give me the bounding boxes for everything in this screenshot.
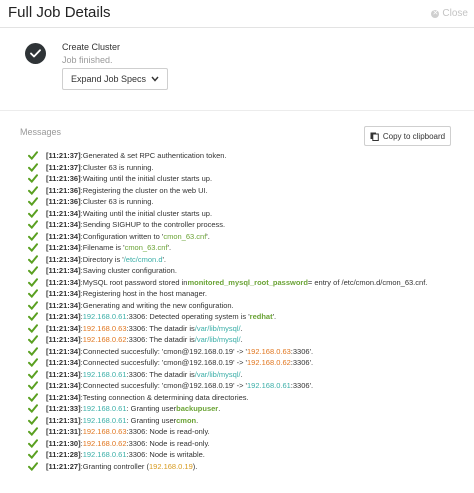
log-timestamp: [11:21:34] [46, 358, 81, 368]
check-icon [28, 358, 38, 367]
check-icon [28, 427, 38, 436]
log-timestamp: [11:21:28] [46, 450, 81, 460]
check-icon [28, 174, 38, 183]
log-text: :Filename is ' [80, 243, 125, 253]
log-highlight: backupuser [176, 404, 219, 414]
log-line [28, 162, 468, 174]
log-timestamp: [11:21:34] [46, 300, 81, 310]
log-line [28, 380, 468, 392]
log-highlight: 192.168.0.62 [82, 335, 127, 345]
log-text: :3306: Node is read-only. [126, 427, 210, 437]
copy-label: Copy to clipboard [382, 131, 446, 141]
log-timestamp: [11:21:34] [46, 266, 81, 276]
log-text: :3306'. [290, 358, 314, 368]
log-timestamp: [11:21:36] [46, 197, 81, 207]
log-text: :Generating and writing the new configuration. [80, 300, 234, 310]
check-icon [28, 462, 38, 471]
log-timestamp: [11:21:34] [46, 335, 81, 345]
log-timestamp: [11:21:34] [46, 346, 81, 356]
expand-job-specs-button[interactable] [62, 68, 168, 90]
log-text: . [240, 369, 243, 379]
log-line [28, 219, 468, 231]
divider [0, 110, 474, 111]
log-text: '. [162, 254, 167, 264]
log-text: :Cluster 63 is running. [80, 197, 154, 207]
log-highlight: 192.168.0.61 [82, 415, 127, 425]
log-text: :3306: The datadir is [126, 335, 195, 345]
log-line [28, 265, 468, 277]
log-highlight: 192.168.0.62 [82, 438, 127, 448]
log-highlight: 192.168.0.63 [82, 323, 127, 333]
log-highlight: 192.168.0.61 [82, 404, 127, 414]
log-line [28, 277, 468, 289]
log-timestamp: [11:21:34] [46, 277, 81, 287]
check-icon [28, 370, 38, 379]
log-line [28, 300, 468, 312]
check-icon [28, 255, 38, 264]
log-text: :Waiting until the initial cluster starts up. [80, 174, 213, 184]
log-text: :Sending SIGHUP to the controller process. [80, 220, 226, 230]
check-icon [28, 335, 38, 344]
log-text: :3306'. [290, 346, 314, 356]
log-text: '. [206, 231, 210, 241]
log-timestamp: [11:21:34] [46, 381, 81, 391]
log-timestamp: [11:21:34] [46, 392, 81, 402]
expand-job-specs-label: Expand Job Specs [70, 74, 147, 84]
log-line [28, 334, 468, 346]
log-text: :Generated & set RPC authentication token. [80, 151, 227, 161]
copy-to-clipboard-button[interactable] [364, 126, 451, 146]
log-highlight: cmon_63.cnf [163, 231, 207, 241]
log-line [28, 288, 468, 300]
check-icon [28, 186, 38, 195]
log-timestamp: [11:21:36] [46, 185, 81, 195]
log-text: : [80, 404, 83, 414]
check-icon [28, 416, 38, 425]
log-highlight: 192.168.0.63 [247, 346, 291, 356]
log-text: . [240, 335, 243, 345]
check-icon [28, 151, 38, 160]
log-line [28, 311, 468, 323]
log-text: :3306: Node is writable. [126, 450, 205, 460]
log-text: :3306: Node is read-only. [126, 438, 210, 448]
log-timestamp: [11:21:34] [46, 220, 81, 230]
log-highlight: 192.168.0.62 [247, 358, 291, 368]
log-text: :3306: The datadir is [126, 369, 195, 379]
log-text: :Waiting until the initial cluster starts up. [80, 208, 213, 218]
log-timestamp: [11:21:30] [46, 438, 81, 448]
check-icon [28, 404, 38, 413]
check-icon [28, 381, 38, 390]
log-timestamp: [11:21:34] [46, 231, 81, 241]
log-text: : [80, 450, 83, 460]
log-line [28, 392, 468, 404]
check-icon [28, 220, 38, 229]
log-timestamp: [11:21:34] [46, 254, 81, 264]
check-icon [28, 312, 38, 321]
log-text: :Configuration written to ' [80, 231, 164, 241]
log-highlight: 192.168.0.63 [82, 427, 127, 437]
log-text: :Cluster 63 is running. [80, 162, 154, 172]
log-line [28, 438, 468, 450]
log-text: :3306: The datadir is [126, 323, 195, 333]
log-text: . [196, 415, 199, 425]
log-timestamp: [11:21:34] [46, 243, 81, 253]
log-line [28, 254, 468, 266]
log-line [28, 426, 468, 438]
log-line [28, 173, 468, 185]
log-highlight: 192.168.0.61 [82, 312, 127, 322]
check-icon [28, 450, 38, 459]
log-timestamp: [11:21:31] [46, 415, 81, 425]
check-icon [28, 209, 38, 218]
check-icon [28, 243, 38, 252]
log-line [28, 323, 468, 335]
log-text: :Connected succesfully: 'cmon@192.168.0.19' -> ' [80, 358, 247, 368]
modal-title: Full Job Details [8, 4, 111, 21]
log-timestamp: [11:21:34] [46, 369, 81, 379]
close-label: Close [442, 8, 468, 19]
log-line [28, 357, 468, 369]
log-line [28, 461, 468, 473]
close-circle-icon: ✕ [432, 9, 439, 17]
check-icon [28, 232, 38, 241]
log-line [28, 185, 468, 197]
log-line [28, 403, 468, 415]
check-icon [28, 439, 38, 448]
log-timestamp: [11:21:37] [46, 151, 81, 161]
log-text: : [80, 415, 83, 425]
check-icon [28, 266, 38, 275]
log-highlight: /etc/cmon.d [123, 254, 163, 264]
log-highlight: /var/lib/mysql/ [194, 335, 241, 345]
log-text: :3306'. [290, 381, 314, 391]
log-text: '. [167, 243, 172, 253]
log-highlight: 192.168.0.61 [82, 450, 127, 460]
check-icon [28, 393, 38, 402]
check-icon [28, 278, 38, 287]
log-text: :MySQL root password stored in [80, 277, 188, 287]
log-text: : [80, 369, 83, 379]
log-text: :Directory is ' [80, 254, 124, 264]
log-timestamp: [11:21:33] [46, 404, 81, 414]
chevron-down-icon [151, 76, 159, 82]
log-text: : [80, 427, 83, 437]
log-timestamp: [11:21:37] [46, 162, 81, 172]
log-text: : Granting user [126, 415, 177, 425]
log-text: = entry of /etc/cmon.d/cmon_63.cnf. [307, 277, 428, 287]
job-status: Job finished. [62, 55, 113, 65]
log-line [28, 208, 468, 220]
log-highlight: redhat [249, 312, 273, 322]
log-highlight: cmon_63.cnf [124, 243, 168, 253]
check-icon [28, 324, 38, 333]
log-text: '. [272, 312, 277, 322]
log-highlight: /var/lib/mysql/ [194, 369, 241, 379]
log-line [28, 150, 468, 162]
log-text: . [240, 323, 243, 333]
log-timestamp: [11:21:31] [46, 427, 81, 437]
log-text: :3306: Detected operating system is ' [126, 312, 250, 322]
log-highlight: /var/lib/mysql/ [194, 323, 241, 333]
log-text: . [218, 404, 221, 414]
log-line [28, 415, 468, 427]
log-highlight: monitored_mysql_root_password [187, 277, 308, 287]
check-icon [28, 163, 38, 172]
log-text: :Connected succesfully: 'cmon@192.168.0.19' -> ' [80, 381, 247, 391]
log-line [28, 346, 468, 358]
log-line [28, 231, 468, 243]
log-line [28, 242, 468, 254]
log-text: : [80, 335, 83, 345]
log-text: : Granting user [126, 404, 177, 414]
job-name: Create Cluster [62, 42, 121, 52]
log-text: : [80, 438, 83, 448]
log-text: :Saving cluster configuration. [80, 266, 177, 276]
log-text: :Registering host in the host manager. [80, 289, 207, 299]
copy-icon [370, 132, 379, 141]
log-timestamp: [11:21:34] [46, 289, 81, 299]
close-button[interactable] [431, 8, 468, 19]
log-highlight: 192.168.0.61 [247, 381, 291, 391]
checkmark-icon [25, 43, 46, 64]
check-icon [28, 347, 38, 356]
log-text: :Connected succesfully: 'cmon@192.168.0.19' -> ' [80, 346, 247, 356]
log-highlight: 192.168.0.61 [82, 369, 127, 379]
check-icon [28, 197, 38, 206]
messages-label: Messages [20, 127, 62, 137]
log-timestamp: [11:21:36] [46, 174, 81, 184]
log-timestamp: [11:21:34] [46, 323, 81, 333]
log-line [28, 369, 468, 381]
log-highlight: 192.168.0.19 [148, 461, 193, 471]
log-text: : [80, 312, 83, 322]
log-highlight: cmon [176, 415, 197, 425]
log-timestamp: [11:21:27] [46, 461, 81, 471]
log-timestamp: [11:21:34] [46, 312, 81, 322]
modal-header [0, 0, 474, 28]
log-text: :Testing connection & determining data directories. [80, 392, 249, 402]
check-icon [28, 301, 38, 310]
check-icon [28, 289, 38, 298]
message-log [28, 150, 468, 472]
log-text: :Registering the cluster on the web UI. [80, 185, 208, 195]
log-text: :Granting controller ( [80, 461, 149, 471]
log-timestamp: [11:21:34] [46, 208, 81, 218]
log-text: : [80, 323, 83, 333]
log-line [28, 196, 468, 208]
log-text: ). [192, 461, 198, 471]
log-line [28, 449, 468, 461]
